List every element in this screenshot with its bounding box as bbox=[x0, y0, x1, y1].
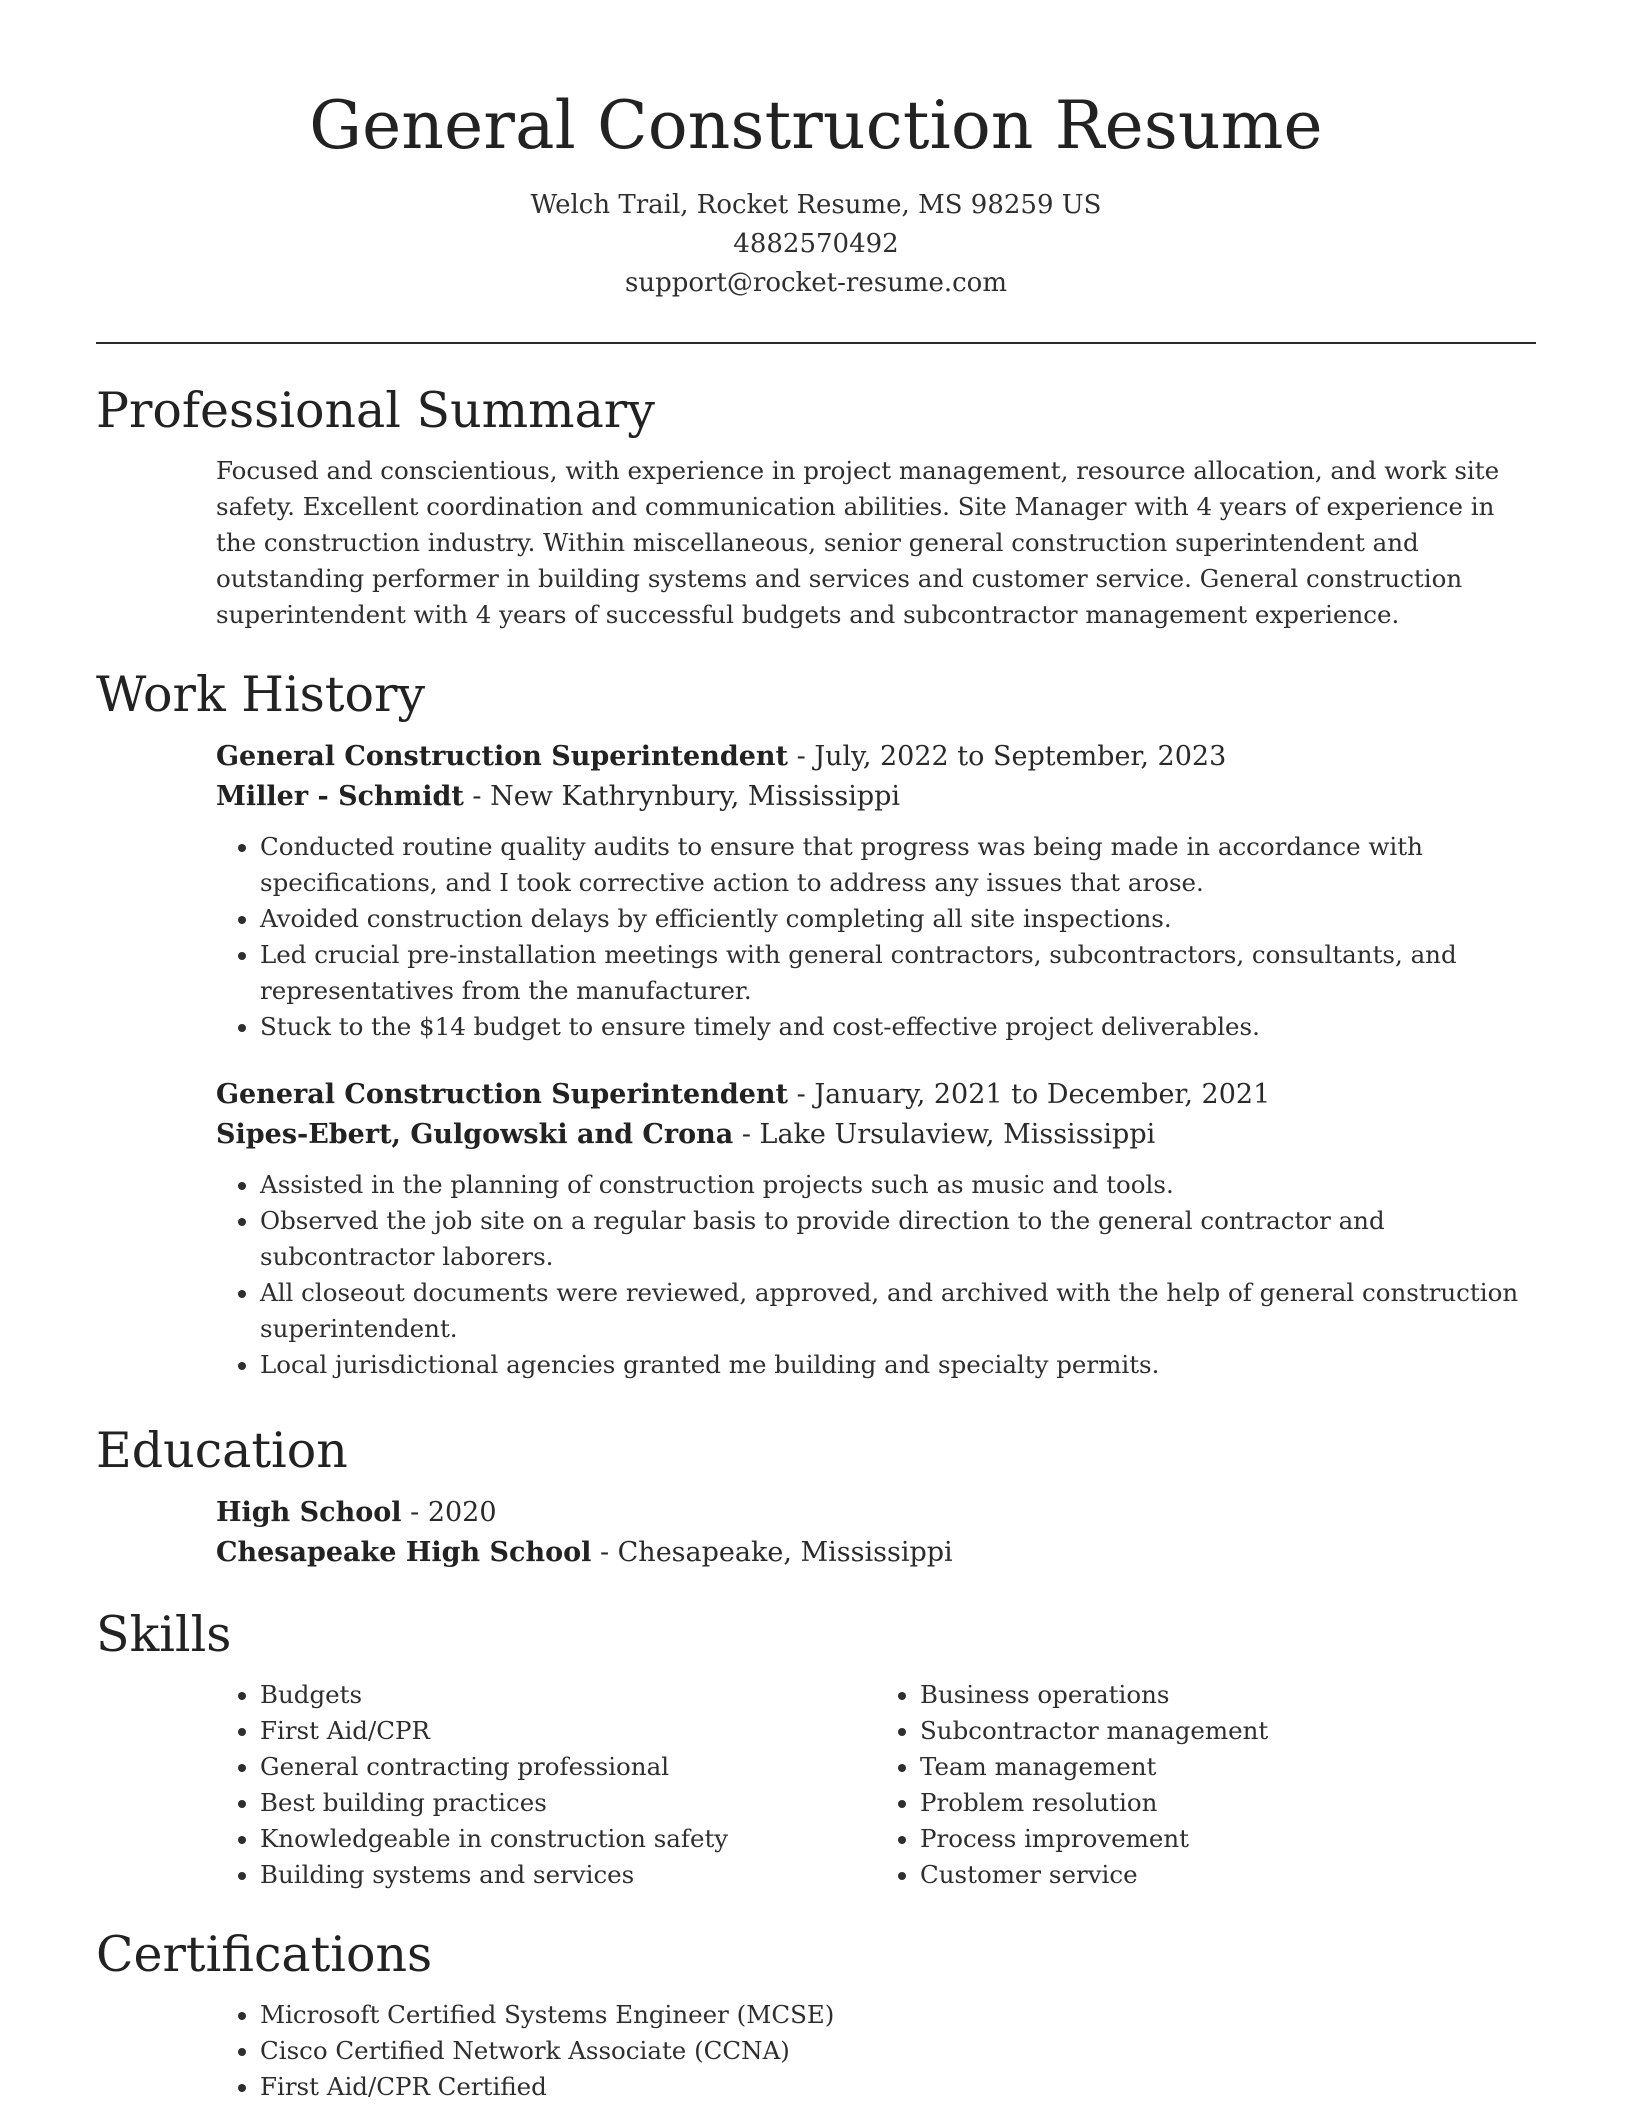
summary-heading: Professional Summary bbox=[96, 382, 655, 439]
job-company-line bbox=[216, 777, 1536, 817]
resume-header bbox=[0, 0, 1632, 303]
list-item: • Observed the job site on a regular basis to provide direction to the general contractor and subcontractor laborers. bbox=[260, 1203, 1536, 1275]
certifications-section bbox=[96, 1925, 1536, 2105]
header-divider bbox=[96, 342, 1536, 344]
summary-text: Focused and conscientious, with experience in project management, resource allocation, and work site safety. Excellent coordination and communication abilities. Site Manager with 4 years of experience in the construction industry. Within miscellaneous, senior general construction superintendent and outstanding performer in building systems and services and customer service. General construction superintendent with 4 years of successful budgets and subcontractor management experience. bbox=[216, 456, 1500, 629]
contact-email: support@rocket-resume.com bbox=[624, 268, 1007, 298]
education-school-line bbox=[216, 1533, 1536, 1573]
education-year: - 2020 bbox=[401, 1497, 497, 1528]
list-item: • General contracting professional bbox=[260, 1749, 876, 1785]
job-bullets bbox=[216, 829, 1536, 1045]
list-item: • Business operations bbox=[920, 1677, 1536, 1713]
contact-block bbox=[0, 186, 1632, 303]
list-item: • All closeout documents were reviewed, approved, and archived with the help of general construction superintendent. bbox=[260, 1275, 1536, 1347]
list-item: • Problem resolution bbox=[920, 1785, 1536, 1821]
list-item: • Customer service bbox=[920, 1857, 1536, 1893]
job-company: Miller - Schmidt bbox=[216, 781, 464, 812]
education-entry bbox=[216, 1493, 1536, 1573]
list-item: • Microsoft Certified Systems Engineer (MCSE) bbox=[260, 1997, 1536, 2033]
certifications-list bbox=[216, 1997, 1536, 2105]
contact-address: Welch Trail, Rocket Resume, MS 98259 US bbox=[530, 190, 1102, 220]
work-heading: Work History bbox=[96, 666, 426, 723]
job-entry bbox=[216, 1075, 1536, 1383]
job-entry bbox=[216, 737, 1536, 1045]
list-item: • Avoided construction delays by efficiently completing all site inspections. bbox=[260, 901, 1536, 937]
education-heading: Education bbox=[96, 1422, 348, 1479]
list-item: • Building systems and services bbox=[260, 1857, 876, 1893]
list-item: • Process improvement bbox=[920, 1821, 1536, 1857]
job-dates: - January, 2021 to December, 2021 bbox=[788, 1079, 1271, 1110]
list-item: • First Aid/CPR bbox=[260, 1713, 876, 1749]
job-title-line bbox=[216, 737, 1536, 777]
summary-section bbox=[96, 381, 1536, 633]
education-degree: High School bbox=[216, 1497, 402, 1528]
list-item: • Subcontractor management bbox=[920, 1713, 1536, 1749]
education-section bbox=[96, 1421, 1536, 1573]
list-item: • Budgets bbox=[260, 1677, 876, 1713]
list-item: • Knowledgeable in construction safety bbox=[260, 1821, 876, 1857]
education-location: - Chesapeake, Mississippi bbox=[591, 1537, 953, 1568]
list-item: • Assisted in the planning of construction projects such as music and tools. bbox=[260, 1167, 1536, 1203]
job-role: General Construction Superintendent bbox=[216, 1079, 789, 1110]
skills-heading: Skills bbox=[96, 1606, 232, 1663]
resume-title: General Construction Resume bbox=[309, 87, 1323, 164]
list-item: • Led crucial pre-installation meetings with general contractors, subcontractors, consultants, and representatives from the manufacturer. bbox=[260, 937, 1536, 1009]
job-location: - New Kathrynbury, Mississippi bbox=[463, 781, 901, 812]
job-location: - Lake Ursulaview, Mississippi bbox=[733, 1119, 1156, 1150]
list-item: • Stuck to the $14 budget to ensure timely and cost-effective project deliverables. bbox=[260, 1009, 1536, 1045]
job-company-line bbox=[216, 1115, 1536, 1155]
skills-list-left bbox=[216, 1677, 876, 1893]
skills-section bbox=[96, 1605, 1536, 1893]
list-item: • First Aid/CPR Certified bbox=[260, 2069, 1536, 2105]
certifications-block bbox=[216, 1997, 1536, 2105]
list-item: • Team management bbox=[920, 1749, 1536, 1785]
skills-list-right bbox=[876, 1677, 1536, 1893]
list-item: • Cisco Certified Network Associate (CCNA) bbox=[260, 2033, 1536, 2069]
job-dates: - July, 2022 to September, 2023 bbox=[788, 741, 1227, 772]
work-section bbox=[96, 665, 1536, 1383]
contact-phone: 4882570492 bbox=[733, 229, 899, 259]
list-item: • Best building practices bbox=[260, 1785, 876, 1821]
job-role: General Construction Superintendent bbox=[216, 741, 789, 772]
skills-grid bbox=[216, 1677, 1536, 1893]
job-bullets bbox=[216, 1167, 1536, 1383]
certifications-heading: Certifications bbox=[96, 1926, 433, 1983]
list-item: • Local jurisdictional agencies granted me building and specialty permits. bbox=[260, 1347, 1536, 1383]
job-company: Sipes-Ebert, Gulgowski and Crona bbox=[216, 1119, 734, 1150]
education-school: Chesapeake High School bbox=[216, 1537, 592, 1568]
education-degree-line bbox=[216, 1493, 1536, 1533]
list-item: • Conducted routine quality audits to ensure that progress was being made in accordance with specifications, and I took corrective action to address any issues that arose. bbox=[260, 829, 1536, 901]
job-title-line bbox=[216, 1075, 1536, 1115]
